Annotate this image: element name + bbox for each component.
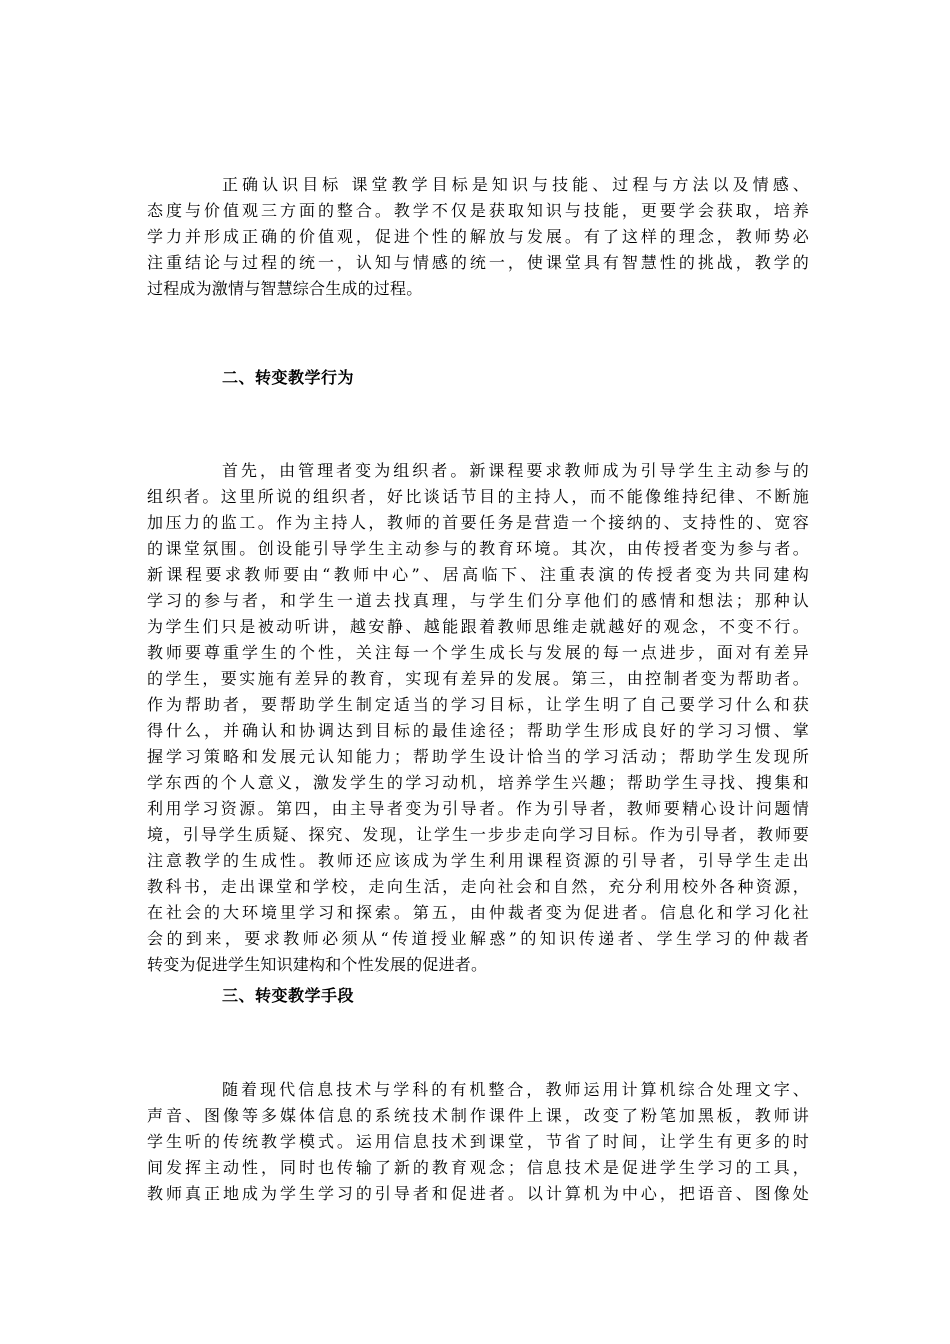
paragraph-line: 为学生们只是被动听讲，越安静、越能跟着教师思维走就越好的观念，不变不行。 bbox=[147, 617, 809, 636]
paragraph-goals bbox=[147, 172, 809, 302]
paragraph-line: 态度与价值观三方面的整合。教学不仅是获取知识与技能，更要学会获取，培养 bbox=[147, 201, 809, 220]
paragraph-line: 会的到来，要求教师必须从“传道授业解惑”的知识传递者、学生学习的仲裁者 bbox=[147, 929, 809, 948]
paragraph-line: 的学生，要实施有差异的教育，实现有差异的发展。第三，由控制者变为帮助者。 bbox=[147, 669, 809, 688]
section-heading-teaching-means: 三、转变教学手段 bbox=[222, 986, 355, 1005]
paragraph-line: 组织者。这里所说的组织者，好比谈话节目的主持人，而不能像维持纪律、不断施 bbox=[147, 487, 809, 506]
paragraph-line: 随着现代信息技术与学科的有机整合，教师运用计算机综合处理文字、 bbox=[222, 1080, 809, 1099]
paragraph-line: 间发挥主动性，同时也传输了新的教育观念；信息技术是促进学生学习的工具， bbox=[147, 1158, 809, 1177]
paragraph-line: 学东西的个人意义，激发学生的学习动机，培养学生兴趣；帮助学生寻找、搜集和 bbox=[147, 773, 809, 792]
paragraph-line: 教师真正地成为学生学习的引导者和促进者。以计算机为中心，把语音、图像处 bbox=[147, 1184, 809, 1203]
paragraph-line: 声音、图像等多媒体信息的系统技术制作课件上课，改变了粉笔加黑板，教师讲 bbox=[147, 1106, 809, 1125]
paragraph-line: 握学习策略和发展元认知能力；帮助学生设计恰当的学习活动；帮助学生发现所 bbox=[147, 747, 809, 766]
paragraph-line: 的课堂氛围。创设能引导学生主动参与的教育环境。其次，由传授者变为参与者。 bbox=[147, 539, 809, 558]
paragraph-line: 学力并形成正确的价值观，促进个性的解放与发展。有了这样的理念，教师势必 bbox=[147, 227, 809, 246]
paragraph-line: 教科书，走出课堂和学校，走向生活，走向社会和自然，充分利用校外各种资源， bbox=[147, 877, 809, 896]
paragraph-line: 正确认识目标 课堂教学目标是知识与技能、过程与方法以及情感、 bbox=[222, 175, 809, 194]
paragraph-line: 新课程要求教师要由“教师中心”、居高临下、注重表演的传授者变为共同建构 bbox=[147, 565, 809, 584]
paragraph-line: 利用学习资源。第四，由主导者变为引导者。作为引导者，教师要精心设计问题情 bbox=[147, 799, 809, 818]
paragraph-line: 过程成为激情与智慧综合生成的过程。 bbox=[147, 279, 423, 298]
section-heading-teaching-behavior: 二、转变教学行为 bbox=[222, 368, 355, 387]
paragraph-line: 教师要尊重学生的个性，关注每一个学生成长与发展的每一点进步，面对有差异 bbox=[147, 643, 809, 662]
paragraph-line: 转变为促进学生知识建构和个性发展的促进者。 bbox=[147, 955, 488, 974]
paragraph-line: 学生听的传统教学模式。运用信息技术到课堂，节省了时间，让学生有更多的时 bbox=[147, 1132, 809, 1151]
paragraph-line: 学习的参与者，和学生一道去找真理，与学生们分享他们的感情和想法；那种认 bbox=[147, 591, 809, 610]
paragraph-line: 在社会的大环境里学习和探索。第五，由仲裁者变为促进者。信息化和学习化社 bbox=[147, 903, 809, 922]
paragraph-teaching-means bbox=[147, 1077, 809, 1207]
paragraph-line: 境，引导学生质疑、探究、发现，让学生一步步走向学习目标。作为引导者，教师要 bbox=[147, 825, 809, 844]
paragraph-line: 注意教学的生成性。教师还应该成为学生利用课程资源的引导者，引导学生走出 bbox=[147, 851, 809, 870]
paragraph-teaching-behavior bbox=[147, 458, 809, 978]
paragraph-line: 作为帮助者，要帮助学生制定适当的学习目标，让学生明了自己要学习什么和获 bbox=[147, 695, 809, 714]
paragraph-line: 首先，由管理者变为组织者。新课程要求教师成为引导学生主动参与的 bbox=[222, 461, 809, 480]
paragraph-line: 加压力的监工。作为主持人，教师的首要任务是营造一个接纳的、支持性的、宽容 bbox=[147, 513, 809, 532]
paragraph-line: 得什么，并确认和协调达到目标的最佳途径；帮助学生形成良好的学习习惯、掌 bbox=[147, 721, 809, 740]
paragraph-line: 注重结论与过程的统一，认知与情感的统一，使课堂具有智慧性的挑战，教学的 bbox=[147, 253, 809, 272]
